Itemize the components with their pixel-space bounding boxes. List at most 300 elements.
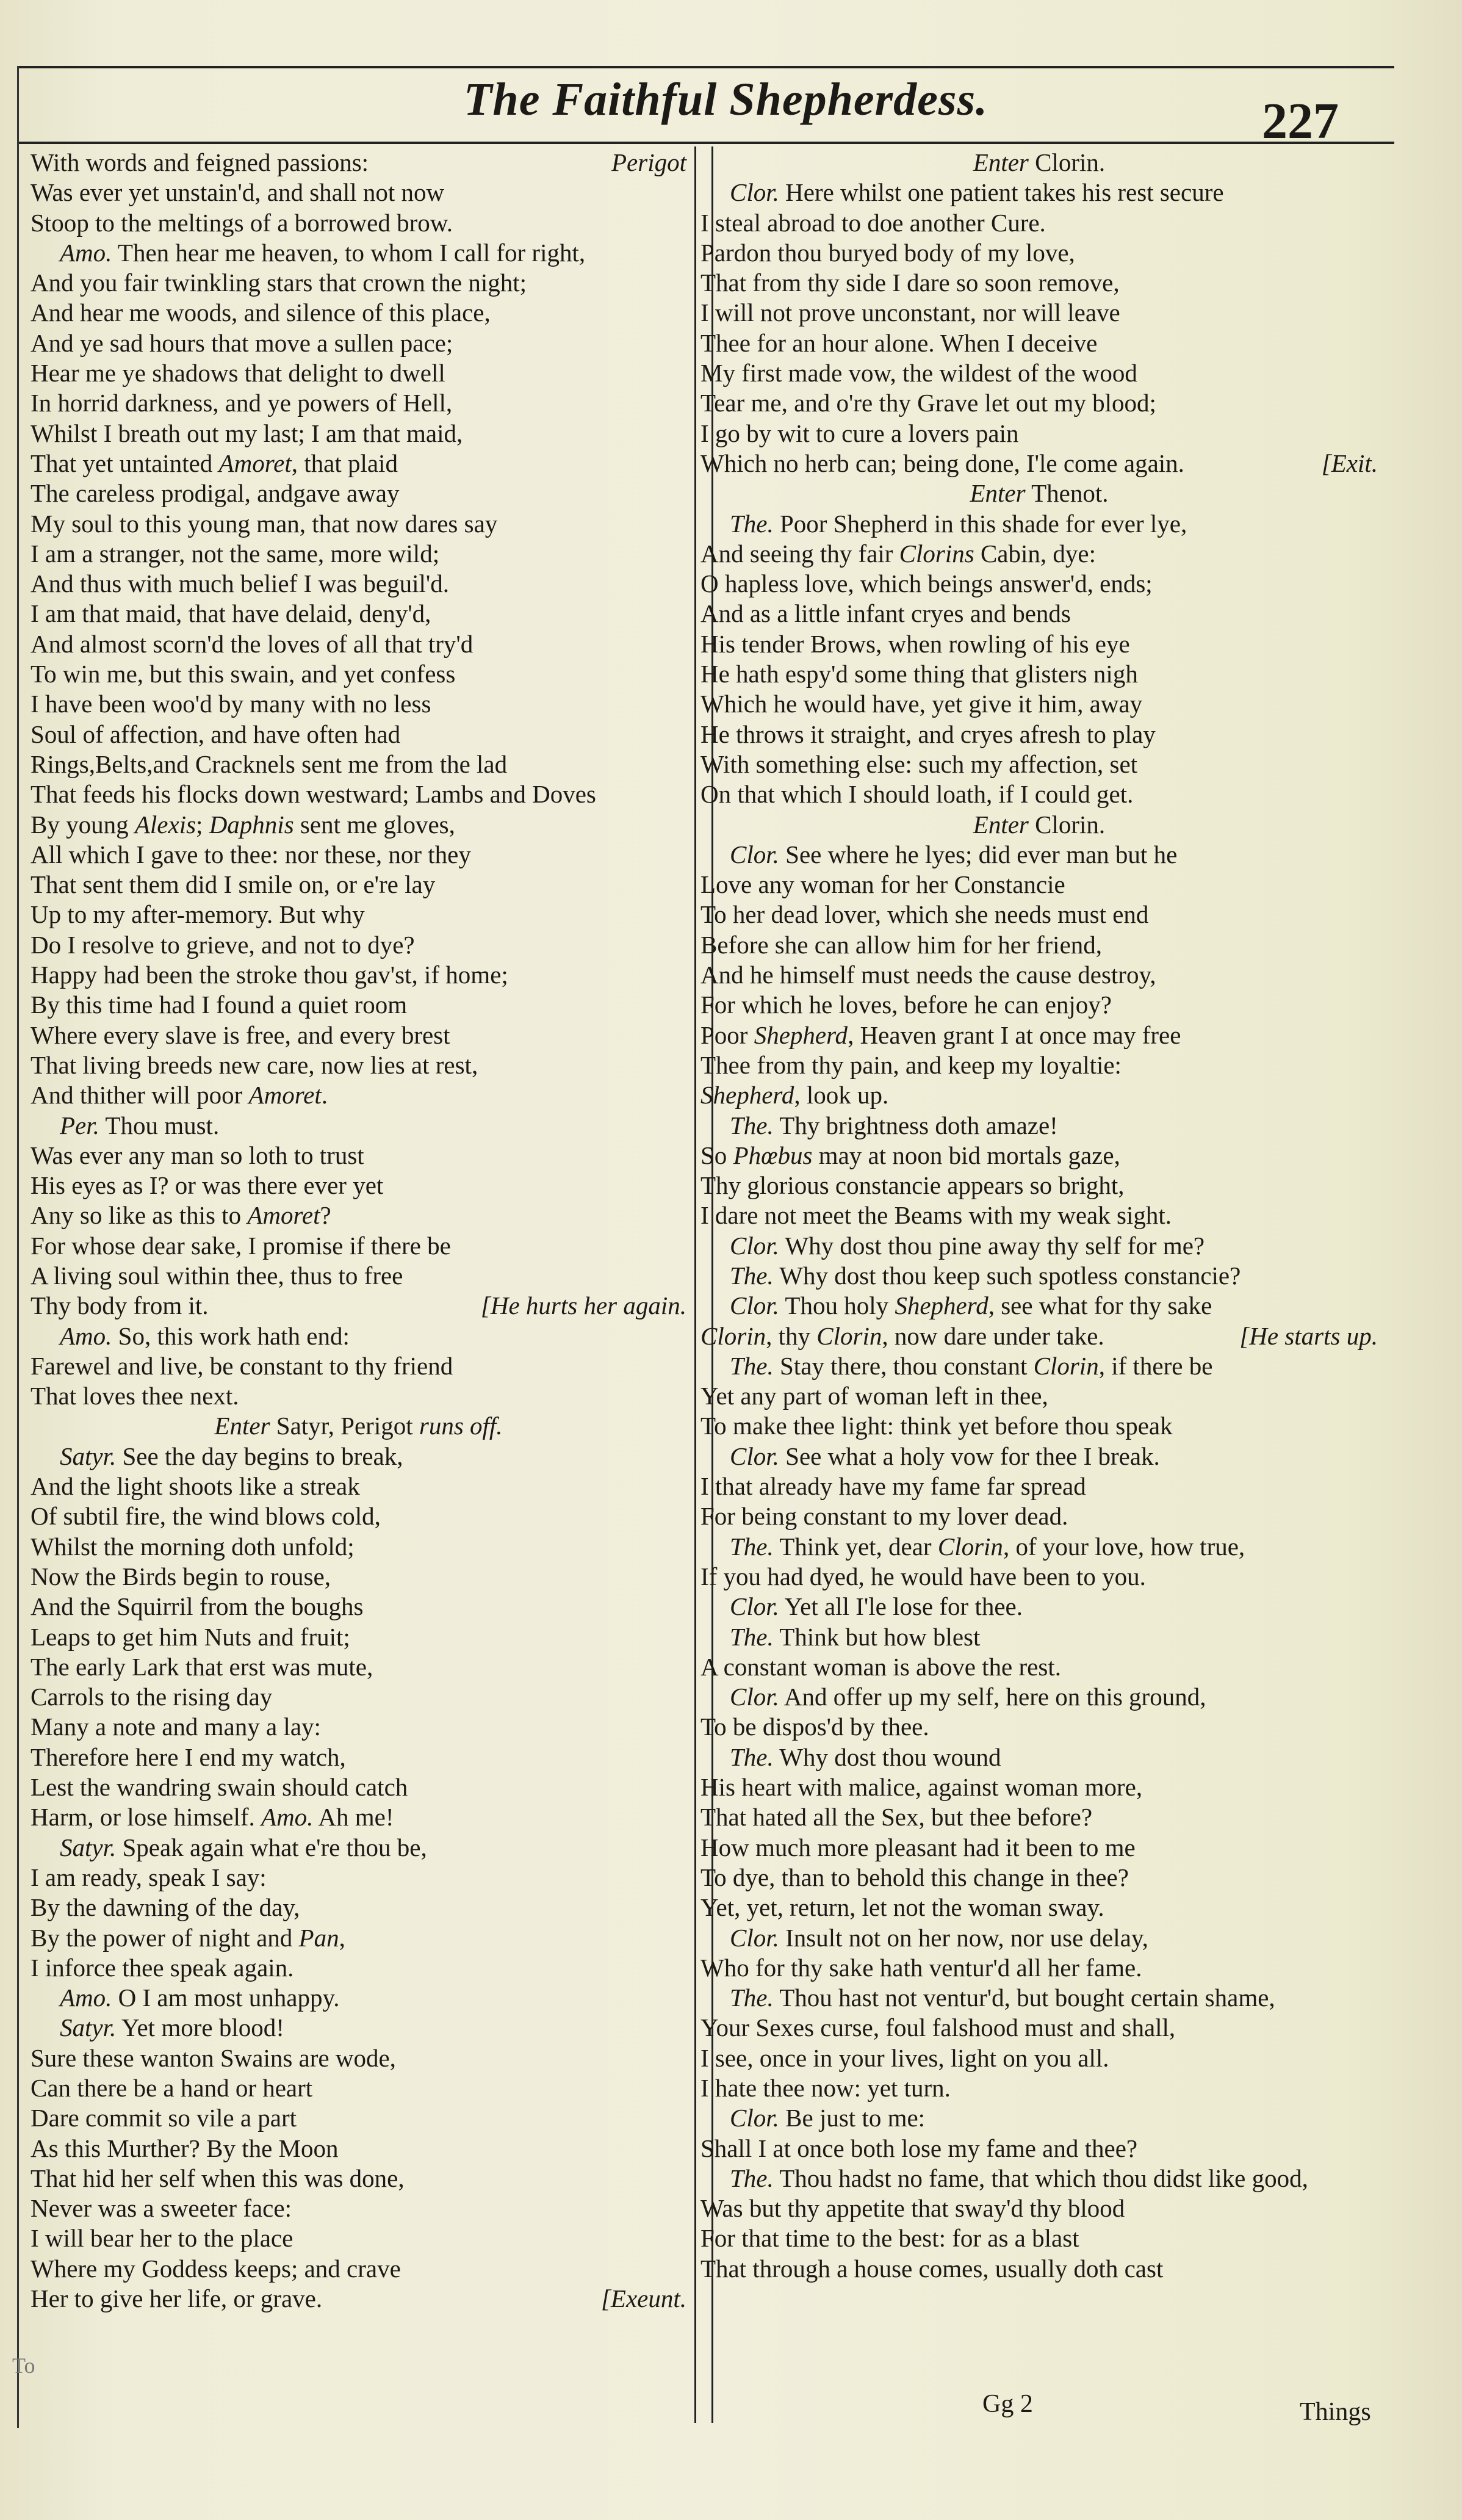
- verse-line: [700, 238, 1378, 268]
- text-run: And the Squirril from the boughs: [31, 1592, 364, 1621]
- italic-name: Clorin: [816, 1321, 882, 1350]
- verse-line: [700, 1411, 1378, 1441]
- text-run: In horrid darkness, and ye powers of Hell,: [31, 389, 453, 417]
- text-run: That living breeds new care, now lies at rest,: [31, 1050, 478, 1079]
- text-run: To win me, but this swain, and yet confess: [31, 660, 456, 688]
- verse-line: [700, 1742, 1378, 1772]
- verse-line: [31, 659, 686, 689]
- verse-line: [700, 1802, 1378, 1832]
- text-run: , now dare under take.: [882, 1321, 1104, 1350]
- verse-line: [700, 1863, 1378, 1893]
- speaker-label: Clor.: [730, 1442, 779, 1470]
- text-run: Insult not on her now, nor use delay,: [779, 1923, 1148, 1952]
- verse-line: [31, 779, 686, 809]
- italic-name: Shepherd: [895, 1291, 988, 1320]
- text-run: Lest the wandring swain should catch: [31, 1773, 408, 1802]
- text-run: How much more pleasant had it been to me: [700, 1833, 1136, 1861]
- text-run: ,: [339, 1923, 345, 1952]
- text-run: I dare not meet the Beams with my weak sight.: [700, 1201, 1172, 1230]
- verse-line: [31, 539, 686, 569]
- verse-line: [31, 870, 686, 900]
- text-run: His eyes as I? or was there ever yet: [31, 1171, 384, 1200]
- verse-line: [700, 1622, 1378, 1652]
- verse-line: [31, 2254, 686, 2284]
- speaker-label: Satyr.: [60, 2013, 117, 2042]
- verse-line: [31, 298, 686, 328]
- verse-line: [700, 1501, 1378, 1531]
- verse-line: [700, 2164, 1378, 2193]
- speaker-label: Clor.: [730, 1231, 779, 1260]
- text-run: Poor Shepherd in this shade for ever lye,: [773, 509, 1187, 538]
- text-run: Was ever yet unstain'd, and shall not now: [31, 178, 445, 207]
- text-run: Think but how blest: [773, 1622, 981, 1651]
- text-run: Thy brightness doth amaze!: [773, 1111, 1058, 1139]
- text-run: A living soul within thee, thus to free: [31, 1261, 403, 1290]
- text-run: And he himself must needs the cause destroy,: [700, 961, 1156, 989]
- text-run: Her to give her life, or grave.: [31, 2284, 323, 2313]
- verse-line: [31, 1080, 686, 1110]
- verse-line: [31, 1893, 686, 1922]
- verse-line: [31, 629, 686, 659]
- text-run: And thither will poor: [31, 1081, 249, 1110]
- verse-line: [31, 1953, 686, 1983]
- text-run: , see what for thy sake: [988, 1291, 1212, 1320]
- verse-line: [31, 238, 686, 268]
- verse-line: [700, 539, 1378, 569]
- text-run: By the dawning of the day,: [31, 1893, 300, 1922]
- text-run: Clorin.: [1028, 148, 1106, 176]
- running-head: The Faithful Shepherdess.: [464, 74, 988, 125]
- italic-name: Pan: [298, 1923, 339, 1952]
- text-run: See what a holy vow for thee I break.: [779, 1442, 1160, 1470]
- italic-name: Amoret: [248, 1081, 322, 1110]
- text-run: For being constant to my lover dead.: [700, 1502, 1068, 1531]
- verse-line: [31, 358, 686, 388]
- text-run: I see, once in your lives, light on you all.: [700, 2043, 1109, 2072]
- verse-line: [31, 900, 686, 930]
- verse-line: [31, 749, 686, 779]
- text-run: Speak again what e're thou be,: [116, 1833, 427, 1861]
- text-run: If you had dyed, he would have been to you.: [700, 1562, 1146, 1590]
- text-run: Carrols to the rising day: [31, 1683, 273, 1711]
- text-run: And ye sad hours that move a sullen pace;: [31, 328, 453, 357]
- signature-mark: Gg 2: [982, 2390, 1033, 2418]
- verse-line: [700, 1953, 1378, 1983]
- verse-line: [31, 208, 686, 238]
- text-run: Love any woman for her Constancie: [700, 870, 1065, 899]
- text-run: Whilst I breath out my last; I am that maid,: [31, 419, 463, 447]
- verse-line: [31, 2043, 686, 2073]
- text-run: Clorin.: [1028, 810, 1106, 839]
- verse-line: [31, 1592, 686, 1622]
- text-run: Was but thy appetite that sway'd thy blood: [700, 2194, 1125, 2223]
- text-run: So: [700, 1141, 733, 1169]
- text-run: .: [321, 1081, 328, 1110]
- verse-line: [700, 328, 1378, 358]
- stage-direction-line: [700, 478, 1378, 508]
- text-run: I have been woo'd by many with no less: [31, 690, 431, 718]
- stage-direction: Perigot: [611, 148, 686, 176]
- text-run: I hate thee now: yet turn.: [700, 2074, 951, 2102]
- verse-line: [700, 268, 1378, 298]
- stage-direction: [Exeunt.: [600, 2284, 686, 2313]
- text-run: Thou hast not ventur'd, but bought certain shame,: [773, 1984, 1275, 2012]
- text-run: Thou holy: [779, 1291, 895, 1320]
- text-run: Tear me, and o're thy Grave let out my blood;: [700, 389, 1156, 417]
- verse-line: [700, 1261, 1378, 1291]
- verse-line: [31, 2284, 686, 2314]
- verse-line: [700, 1351, 1378, 1381]
- text-run: That sent them did I smile on, or e're lay: [31, 870, 436, 899]
- text-run: Therefore here I end my watch,: [31, 1742, 346, 1771]
- verse-line: [31, 178, 686, 208]
- text-run: Was ever any man so loth to trust: [31, 1141, 364, 1169]
- text-run: The careless prodigal, andgave away: [31, 479, 400, 508]
- text-run: sent me gloves,: [293, 810, 455, 839]
- text-run: Cabin, dye:: [974, 539, 1096, 568]
- text-run: Thee for an hour alone. When I deceive: [700, 328, 1098, 357]
- text-run: I am a stranger, not the same, more wild;: [31, 539, 440, 568]
- verse-line: [31, 1923, 686, 1953]
- text-run: O I am most unhappy.: [112, 1984, 340, 2012]
- verse-line: [31, 1622, 686, 1652]
- text-run: Farewel and live, be constant to thy friend: [31, 1351, 453, 1380]
- speaker-label: Clor.: [730, 1683, 779, 1711]
- text-run: , thy: [766, 1321, 817, 1350]
- text-run: By young: [31, 810, 135, 839]
- verse-line: [700, 1893, 1378, 1922]
- text-run: may at noon bid mortals gaze,: [812, 1141, 1120, 1169]
- text-run: Then hear me heaven, to whom I call for right,: [112, 238, 586, 267]
- text-run: Which no herb can; being done, I'le come again.: [700, 449, 1184, 477]
- text-run: To dye, than to behold this change in thee?: [700, 1863, 1129, 1891]
- text-run: Stay there, thou constant: [773, 1351, 1034, 1380]
- text-run: ;: [196, 810, 209, 839]
- text-run: So, this work hath end:: [112, 1321, 350, 1350]
- text-run: Yet any part of woman left in thee,: [700, 1382, 1048, 1410]
- verse-line: [700, 388, 1378, 418]
- verse-line: [31, 2073, 686, 2103]
- text-run: Never was a sweeter face:: [31, 2194, 292, 2223]
- text-run: With something else: such my affection, set: [700, 749, 1138, 778]
- italic-name: Amo.: [261, 1803, 314, 1832]
- stage-direction: [He starts up.: [1239, 1321, 1378, 1350]
- verse-line: [31, 2193, 686, 2223]
- text-run: Your Sexes curse, foul falshood must and shall,: [700, 2013, 1176, 2042]
- verse-line: [700, 1772, 1378, 1802]
- verse-line: [31, 1501, 686, 1531]
- italic-name: Enter: [973, 148, 1029, 176]
- text-run: O hapless love, which beings answer'd, ends;: [700, 569, 1153, 598]
- verse-line: [31, 1471, 686, 1501]
- verse-line: [700, 2223, 1378, 2253]
- verse-line: [700, 2134, 1378, 2164]
- text-run: Happy had been the stroke thou gav'st, if home;: [31, 961, 508, 989]
- text-run: Up to my after-memory. But why: [31, 900, 365, 929]
- text-run: Before she can allow him for her friend,: [700, 930, 1103, 959]
- text-run: Thee from thy pain, and keep my loyaltie:: [700, 1050, 1122, 1079]
- text-run: My first made vow, the wildest of the wood: [700, 359, 1137, 388]
- verse-line: [31, 2013, 686, 2043]
- italic-name: Shepherd: [754, 1020, 848, 1049]
- verse-line: [700, 870, 1378, 900]
- verse-line: [700, 599, 1378, 629]
- verse-line: [700, 1050, 1378, 1080]
- verse-line: [31, 1050, 686, 1080]
- verse-line: [31, 810, 686, 840]
- verse-line: [700, 720, 1378, 749]
- text-run: Here whilst one patient takes his rest secure: [779, 178, 1224, 207]
- verse-line: [31, 1652, 686, 1682]
- verse-line: [700, 1381, 1378, 1411]
- speaker-label: The.: [730, 1622, 774, 1651]
- text-run: To her dead lover, which she needs must end: [700, 900, 1149, 929]
- italic-name: Phœbus: [733, 1141, 813, 1169]
- text-run: That feeds his flocks down westward; Lambs and Doves: [31, 780, 596, 809]
- verse-line: [700, 2043, 1378, 2073]
- speaker-label: The.: [730, 509, 774, 538]
- speaker-label: The.: [730, 1532, 774, 1561]
- verse-line: [31, 1111, 686, 1141]
- text-run: Be just to me:: [779, 2104, 926, 2132]
- italic-name: Amoret: [247, 1201, 320, 1230]
- text-run: I will not prove unconstant, nor will leave: [700, 298, 1120, 327]
- speaker-label: Amo.: [60, 1984, 112, 2012]
- verse-line: [700, 2193, 1378, 2223]
- verse-line: [31, 1863, 686, 1893]
- text-run: Thenot.: [1025, 479, 1109, 508]
- verse-line: [700, 779, 1378, 809]
- verse-line: [700, 2013, 1378, 2043]
- text-run: Stoop to the meltings of a borrowed brow.: [31, 208, 453, 237]
- verse-line: [700, 2103, 1378, 2133]
- verse-line: [700, 569, 1378, 599]
- verse-line: [700, 1652, 1378, 1682]
- left-border-rule: [17, 66, 19, 2428]
- top-border-rule: [18, 66, 1394, 68]
- verse-line: [31, 419, 686, 449]
- verse-line: [700, 178, 1378, 208]
- text-run: , look up.: [794, 1081, 889, 1110]
- verse-line: [31, 148, 686, 178]
- verse-line: [700, 1471, 1378, 1501]
- verse-line: [31, 1442, 686, 1471]
- catchword: Things: [1300, 2398, 1371, 2426]
- verse-line: [700, 208, 1378, 238]
- speaker-label: Amo.: [60, 238, 112, 267]
- verse-line: [31, 1742, 686, 1772]
- verse-line: [31, 2103, 686, 2133]
- verse-line: [31, 1772, 686, 1802]
- text-run: Why dost thou keep such spotless constancie?: [773, 1261, 1241, 1290]
- speaker-label: The.: [730, 1984, 774, 2012]
- verse-line: [700, 2073, 1378, 2103]
- text-run: , that plaid: [291, 449, 398, 477]
- text-run: I that already have my fame far spread: [700, 1472, 1086, 1501]
- verse-line: [700, 449, 1378, 478]
- verse-line: [700, 749, 1378, 779]
- text-run: Thy glorious constancie appears so bright,: [700, 1171, 1125, 1200]
- verse-line: [700, 900, 1378, 930]
- verse-line: [700, 1080, 1378, 1110]
- text-run: Which he would have, yet give it him, away: [700, 690, 1143, 718]
- text-run: Why dost thou wound: [773, 1742, 1001, 1771]
- text-run: Thou must.: [99, 1111, 220, 1139]
- verse-line: [700, 629, 1378, 659]
- text-run: Soul of affection, and have often had: [31, 720, 401, 748]
- text-run: That through a house comes, usually doth cast: [700, 2254, 1164, 2283]
- italic-name: Clorin: [1033, 1351, 1099, 1380]
- text-run: And the light shoots like a streak: [31, 1472, 360, 1501]
- text-run: I am that maid, that have delaid, deny'd,: [31, 599, 431, 628]
- verse-line: [31, 1682, 686, 1712]
- verse-line: [700, 1020, 1378, 1050]
- text-run: He throws it straight, and cryes afresh to play: [700, 720, 1156, 748]
- verse-line: [700, 990, 1378, 1020]
- italic-name: Enter: [973, 810, 1029, 839]
- text-run: And thus with much belief I was beguil'd.: [31, 569, 450, 598]
- verse-line: [31, 328, 686, 358]
- text-run: And almost scorn'd the loves of all that try'd: [31, 629, 474, 658]
- text-run: I inforce thee speak again.: [31, 1953, 294, 1982]
- text-run: Satyr, Perigot: [270, 1412, 419, 1440]
- text-run: See the day begins to break,: [116, 1442, 403, 1470]
- verse-line: [31, 930, 686, 960]
- stage-direction: [Exit.: [1321, 449, 1378, 477]
- verse-line: [31, 1712, 686, 1742]
- text-run: He hath espy'd some thing that glisters nigh: [700, 660, 1138, 688]
- italic-name: Enter: [214, 1412, 270, 1440]
- text-run: For whose dear sake, I promise if there be: [31, 1231, 451, 1260]
- verse-line: [700, 1321, 1378, 1351]
- speaker-label: Clor.: [730, 840, 779, 868]
- text-run: As this Murther? By the Moon: [31, 2134, 339, 2162]
- bleed-through-text: To: [12, 2353, 35, 2378]
- text-run: To make thee light: think yet before thou speak: [700, 1412, 1173, 1440]
- text-run: Dare commit so vile a part: [31, 2104, 297, 2132]
- verse-line: [31, 1833, 686, 1863]
- text-run: Ah me!: [313, 1803, 394, 1832]
- text-run: All which I gave to thee: nor these, nor they: [31, 840, 471, 868]
- text-run: Shall I at once both lose my fame and thee?: [700, 2134, 1138, 2162]
- italic-name: Daphnis: [209, 810, 294, 839]
- verse-line: [31, 840, 686, 870]
- verse-line: [700, 1532, 1378, 1562]
- verse-line: [31, 1020, 686, 1050]
- text-run: The early Lark that erst was mute,: [31, 1652, 373, 1681]
- text-run: Poor: [700, 1020, 754, 1049]
- text-run: Many a note and many a lay:: [31, 1713, 321, 1741]
- text-run: Of subtil fire, the wind blows cold,: [31, 1502, 381, 1531]
- left-text-column: [31, 148, 686, 2314]
- italic-name: Clorin: [700, 1321, 766, 1350]
- verse-line: [31, 599, 686, 629]
- text-run: I will bear her to the place: [31, 2224, 293, 2253]
- text-run: I go by wit to cure a lovers pain: [700, 419, 1019, 447]
- text-run: , if there be: [1098, 1351, 1213, 1380]
- text-run: Sure these wanton Swains are wode,: [31, 2043, 396, 2072]
- text-run: Why dost thou pine away thy self for me?: [779, 1231, 1205, 1260]
- verse-line: [700, 1562, 1378, 1592]
- text-run: Any so like as this to: [31, 1201, 248, 1230]
- verse-line: [700, 1983, 1378, 2013]
- text-run: Thou hadst no fame, that which thou didst like good,: [773, 2164, 1308, 2192]
- text-run: ?: [320, 1201, 331, 1230]
- text-run: , of your love, how true,: [1003, 1532, 1245, 1561]
- text-run: For which he loves, before he can enjoy?: [700, 991, 1112, 1019]
- column-divider-rule: [694, 146, 696, 2423]
- verse-line: [31, 388, 686, 418]
- text-run: His heart with malice, against woman more,: [700, 1773, 1143, 1802]
- verse-line: [700, 509, 1378, 539]
- page-number: 227: [1262, 93, 1339, 150]
- text-run: And you fair twinkling stars that crown the night;: [31, 269, 527, 297]
- text-run: See where he lyes; did ever man but he: [779, 840, 1178, 868]
- speaker-label: The.: [730, 1111, 774, 1139]
- speaker-label: Per.: [60, 1111, 99, 1139]
- speaker-label: The.: [730, 1261, 774, 1290]
- text-run: By this time had I found a quiet room: [31, 991, 408, 1019]
- verse-line: [700, 1171, 1378, 1200]
- right-text-column: [700, 148, 1378, 2284]
- text-run: For that time to the best: for as a blast: [700, 2224, 1079, 2253]
- text-run: Yet, yet, return, let not the woman sway.: [700, 1893, 1104, 1922]
- text-run: Who for thy sake hath ventur'd all her fame.: [700, 1953, 1142, 1982]
- speaker-label: Clor.: [730, 1923, 779, 1952]
- verse-line: [31, 689, 686, 719]
- stage-direction-line: [31, 1411, 686, 1441]
- header-rule: [18, 142, 1394, 144]
- text-run: , Heaven grant I at once may free: [848, 1020, 1181, 1049]
- speaker-label: The.: [730, 2164, 774, 2192]
- text-run: Yet all I'le lose for thee.: [779, 1592, 1023, 1621]
- verse-line: [700, 1291, 1378, 1321]
- speaker-label: Satyr.: [60, 1442, 117, 1470]
- verse-line: [700, 2254, 1378, 2284]
- text-run: Think yet, dear: [773, 1532, 938, 1561]
- verse-line: [700, 1442, 1378, 1471]
- text-run: That from thy side I dare so soon remove,: [700, 269, 1120, 297]
- speaker-label: The.: [730, 1351, 774, 1380]
- verse-line: [700, 1200, 1378, 1230]
- verse-line: [31, 1231, 686, 1261]
- verse-line: [31, 1351, 686, 1381]
- text-run: Harm, or lose himself.: [31, 1803, 262, 1832]
- verse-line: [31, 1171, 686, 1200]
- text-run: By the power of night and: [31, 1923, 299, 1952]
- speaker-label: Clor.: [730, 1291, 779, 1320]
- verse-line: [31, 1562, 686, 1592]
- verse-line: [700, 659, 1378, 689]
- text-run: With words and feigned passions:: [31, 148, 369, 176]
- verse-line: [31, 2223, 686, 2253]
- verse-line: [31, 1983, 686, 2013]
- verse-line: [700, 840, 1378, 870]
- text-run: On that which I should loath, if I could get.: [700, 780, 1134, 809]
- verse-line: [31, 1802, 686, 1832]
- text-run: That hated all the Sex, but thee before?: [700, 1803, 1093, 1832]
- text-run: Yet more blood!: [116, 2013, 284, 2042]
- speaker-label: Amo.: [60, 1321, 112, 1350]
- speaker-label: Satyr.: [60, 1833, 117, 1861]
- text-run: Thy body from it.: [31, 1291, 209, 1320]
- verse-line: [700, 1682, 1378, 1712]
- text-run: Whilst the morning doth unfold;: [31, 1532, 355, 1561]
- verse-line: [31, 1321, 686, 1351]
- text-run: And as a little infant cryes and bends: [700, 599, 1071, 628]
- italic-name: Clorins: [899, 539, 974, 568]
- italic-name: Alexis: [134, 810, 196, 839]
